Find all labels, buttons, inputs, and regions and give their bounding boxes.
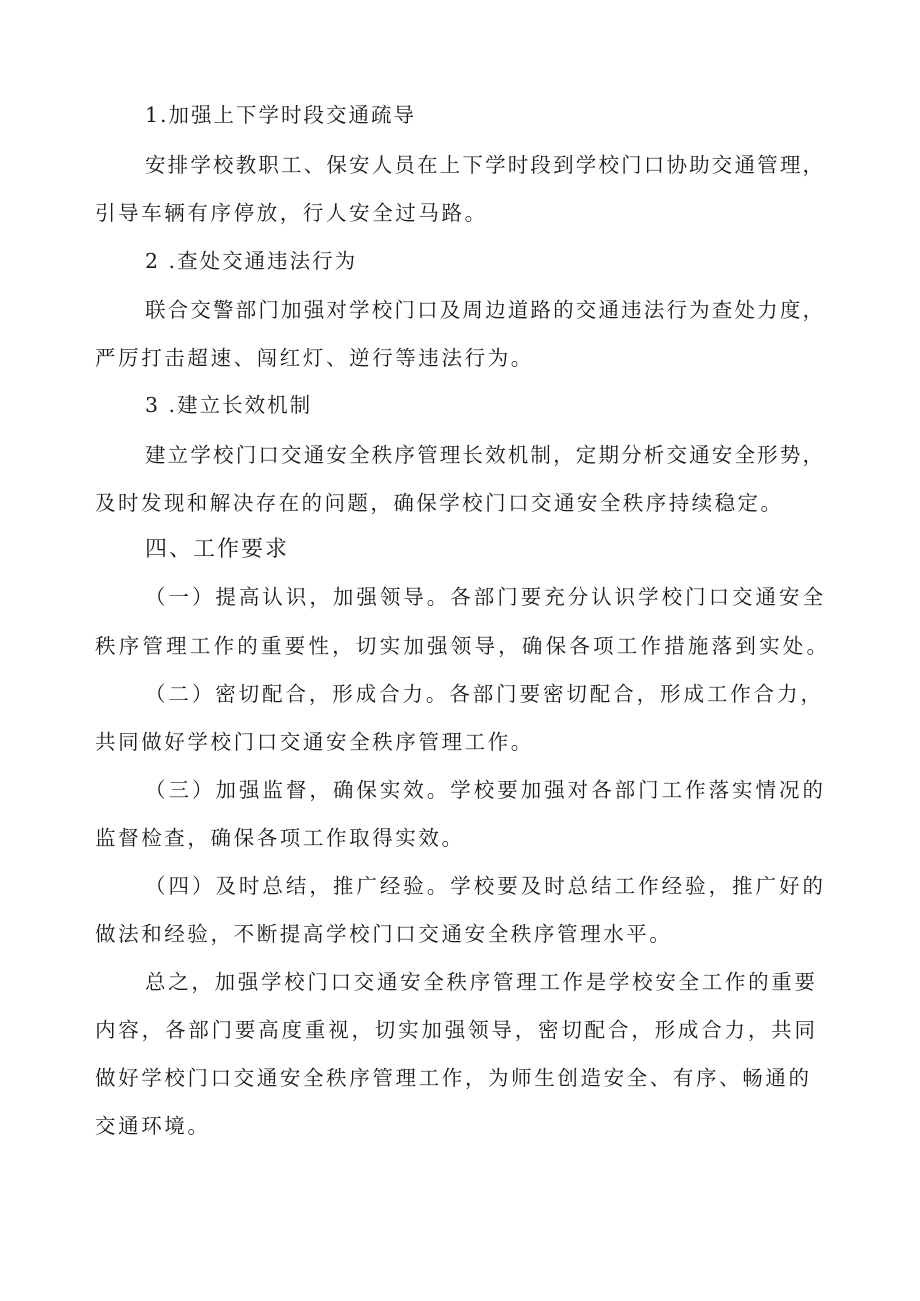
conclusion-line-1: 总之，加强学校门口交通安全秩序管理工作是学校安全工作的重要 [145, 970, 815, 994]
section-2-line-2: 严厉打击超速、闯红灯、逆行等违法行为。 [95, 346, 534, 370]
section-4-heading: 四、工作要求 [145, 537, 290, 562]
section-1-line-1: 安排学校教职工、保安人员在上下学时段到学校门口协助交通管理， [145, 153, 823, 177]
requirement-1-line-2: 秩序管理工作的重要性，切实加强领导，确保各项工作措施落到实处。 [95, 634, 827, 658]
conclusion-line-4: 交通环境。 [95, 1114, 211, 1138]
requirement-4-line-2: 做法和经验，不断提高学校门口交通安全秩序管理水平。 [95, 922, 673, 946]
conclusion-line-2: 内容，各部门要高度重视，切实加强领导，密切配合，形成合力，共同 [95, 1018, 815, 1042]
section-1-line-2: 引导车辆有序停放，行人安全过马路。 [95, 201, 488, 225]
section-3-line-1: 建立学校门口交通安全秩序管理长效机制，定期分析交通安全形势， [145, 443, 823, 467]
requirement-3-line-1: （三）加强监督，确保实效。学校要加强对各部门工作落实情况的 [145, 778, 823, 802]
section-2-title: 2 .查处交通违法行为 [145, 249, 358, 273]
section-1-title: 1.加强上下学时段交通疏导 [145, 103, 417, 127]
requirement-1-line-1: （一）提高认识，加强领导。各部门要充分认识学校门口交通安全 [145, 585, 823, 609]
requirement-4-line-1: （四）及时总结，推广经验。学校要及时总结工作经验，推广好的 [145, 874, 823, 898]
section-2-line-1: 联合交警部门加强对学校门口及周边道路的交通违法行为查处力度， [145, 298, 823, 322]
section-3-line-2: 及时发现和解决存在的问题，确保学校门口交通安全秩序持续稳定。 [95, 491, 781, 515]
conclusion-line-3: 做好学校门口交通安全秩序管理工作，为师生创造安全、有序、畅通的 [95, 1066, 809, 1090]
section-3-title: 3 .建立长效机制 [145, 393, 313, 417]
requirement-2-line-1: （二）密切配合，形成合力。各部门要密切配合，形成工作合力， [145, 682, 821, 706]
requirement-3-line-2: 监督检查，确保各项工作取得实效。 [95, 826, 465, 850]
requirement-2-line-2: 共同做好学校门口交通安全秩序管理工作。 [95, 730, 534, 754]
